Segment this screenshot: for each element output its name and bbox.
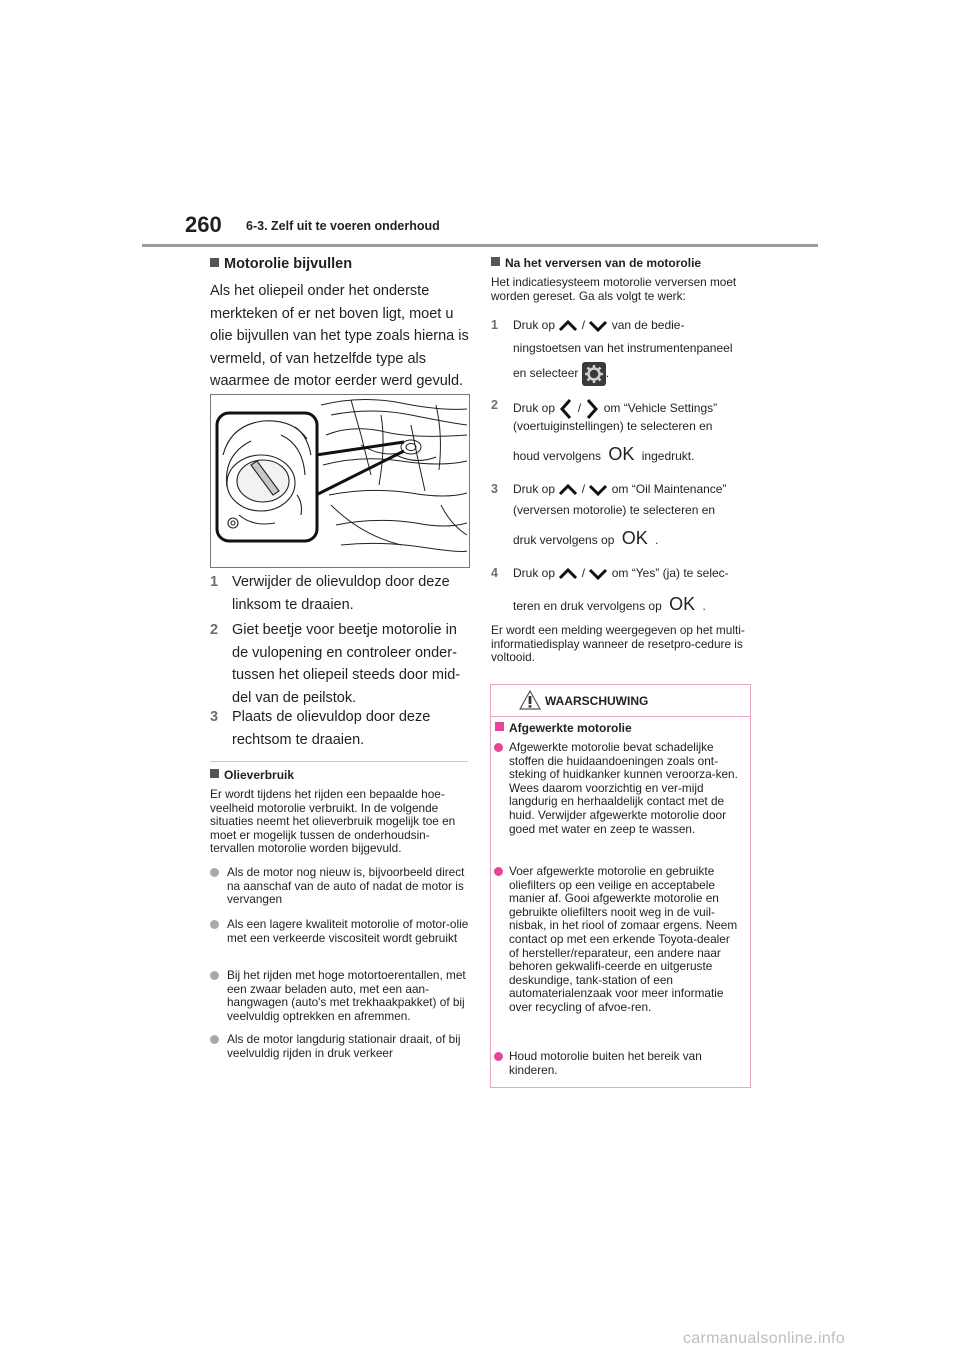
- round-bullet-icon: [494, 867, 503, 876]
- warning-bullet: Houd motorolie buiten het bereik van kinderen.: [491, 1050, 750, 1080]
- round-bullet-icon: [210, 920, 219, 929]
- reset-step-3: 3 Druk op / om “Oil Maintenance” (verversen motorolie) te selecteren en druk vervolgens op OK .: [491, 482, 727, 548]
- chevron-right-icon: [584, 398, 600, 420]
- left-step-2: [210, 619, 472, 711]
- round-bullet-icon: [210, 1035, 219, 1044]
- warning-box: [490, 684, 751, 1088]
- square-bullet-icon: [491, 257, 500, 266]
- warning-triangle-icon: [519, 690, 541, 710]
- consumption-intro: Er wordt tijdens het rijden een bepaalde hoe-veelheid motorolie verbruikt. In de volgende situaties neemt het olieverbruik mogelijk toe en moet er mogelijk tussen de onderhoudsin-tervallen motorolie worden bijgevuld.: [210, 787, 456, 856]
- reset-step-2: 2 Druk op / om “Vehicle Settings” (voertuiginstellingen) te selecteren en houd vervolgens OK ingedrukt.: [491, 398, 718, 464]
- warning-bullet: Afgewerkte motorolie bevat schadelijke stoffen die huidaandoeningen zoals ont-steking of huidkanker kunnen veroorza-ken. Wees daarom voorzichtig en ver-mijd langdurig en herhaaldelijk contact met de huid. Verwijder afgewerkte motorolie door goed met water en zeep te wassen.: [491, 741, 750, 855]
- ok-button-glyph: OK: [669, 594, 696, 614]
- step-number: 2: [491, 398, 498, 412]
- chevron-up-icon: [558, 484, 578, 496]
- left-heading: Motorolie bijvullen: [210, 256, 352, 272]
- oil-filler-cap-figure: [210, 394, 470, 568]
- watermark: carmanualsonline.info: [683, 1330, 845, 1347]
- right-heading: Na het verversen van de motorolie: [491, 256, 701, 270]
- section-title: 6-3. Zelf uit te voeren onderhoud: [246, 219, 440, 233]
- reset-step-4: 4 Druk op / om “Yes” (ja) te selec- teren en druk vervolgens op OK .: [491, 566, 729, 614]
- round-bullet-icon: [494, 743, 503, 752]
- step-number: 4: [491, 566, 498, 580]
- round-bullet-icon: [210, 971, 219, 980]
- right-intro: Het indicatiesysteem motorolie verversen moet worden gereset. Ga als volgt te werk:: [491, 275, 737, 303]
- chevron-down-icon: [588, 484, 608, 496]
- chevron-up-icon: [558, 320, 578, 332]
- engine-oil-filler-cap-illustration-icon: [211, 395, 469, 567]
- header-rule: [142, 244, 818, 247]
- step-text: Verwijder de olievuldop door deze linksom te draaien.: [232, 574, 450, 613]
- square-bullet-icon: [210, 258, 219, 267]
- step-number: 2: [210, 622, 219, 638]
- step-number: 1: [210, 574, 219, 590]
- step-text: Plaats de olievuldop door deze rechtsom te draaien.: [232, 709, 431, 748]
- reset-result-text: Er wordt een melding weergegeven op het multi-informatiedisplay wanneer de resetpro-cedure is voltooid.: [491, 623, 745, 665]
- chevron-down-icon: [588, 320, 608, 332]
- consumption-bullet: Als een lagere kwaliteit motorolie of motor-olie met een verkeerde viscositeit wordt gebruikt: [210, 918, 472, 960]
- round-bullet-icon: [210, 868, 219, 877]
- step-number: 3: [210, 709, 219, 725]
- warning-bullet: Voer afgewerkte motorolie en gebruikte oliefilters op een veilige en acceptabele manier af. Gooi afgewerkte motorolie en gebruikte oliefilters nooit weg in de vuil-nisbak, in het riool of zomaar ergens. Neem contact op met een erkende Toyota-dealer of hersteller/reparateur, een andere naar behoren gekwalifi-ceerde en uitgeruste deskundige, tank-station of een automaterialenzaak voor meer informatie over recycling of afvoe-ren.: [491, 865, 750, 1025]
- page-number: 260: [185, 212, 222, 237]
- consumption-heading: Olieverbruik: [210, 768, 294, 782]
- warning-subheading: Afgewerkte motorolie: [495, 721, 632, 735]
- square-bullet-icon: [495, 722, 504, 731]
- chevron-down-icon: [588, 568, 608, 580]
- step-text: Giet beetje voor beetje motorolie in de vulopening en controleer onder-tussen het oliepeil steeds door mid-del van de peilstok.: [232, 622, 461, 706]
- consumption-bullet: Bij het rijden met hoge motortoerentallen, met een zwaar beladen auto, met een aan-hangwagen (auto's met trekhaakpakket) of bij veelvuldig optrekken en afremmen.: [210, 969, 472, 1025]
- step-number: 3: [491, 482, 498, 496]
- square-bullet-icon: [210, 769, 219, 778]
- left-step-1: [210, 571, 472, 617]
- ok-button-glyph: OK: [608, 444, 635, 464]
- section-divider: [210, 761, 468, 762]
- chevron-up-icon: [558, 568, 578, 580]
- consumption-bullet: Als de motor langdurig stationair draait, of bij veelvuldig rijden in druk verkeer: [210, 1033, 472, 1063]
- settings-gear-icon: [582, 362, 606, 386]
- chevron-left-icon: [558, 398, 574, 420]
- step-number: 1: [491, 318, 498, 332]
- warning-title: WAARSCHUWING: [545, 694, 649, 708]
- round-bullet-icon: [494, 1052, 503, 1061]
- warning-header: [491, 685, 750, 717]
- consumption-bullet: Als de motor nog nieuw is, bijvoorbeeld direct na aanschaf van de auto of nadat de motor is vervangen: [210, 866, 472, 908]
- reset-step-1: 1 Druk op / van de bedie- ningstoetsen van het instrumentenpaneel en selecteer .: [491, 318, 761, 388]
- left-intro: Als het oliepeil onder het onderste merkteken of er net boven ligt, moet u olie bijvullen van het type zoals hierna is vermeld, of van hetzelfde type als waarmee de motor eerder werd gevuld.: [210, 283, 469, 389]
- ok-button-glyph: OK: [621, 528, 648, 548]
- left-step-3: [210, 706, 472, 752]
